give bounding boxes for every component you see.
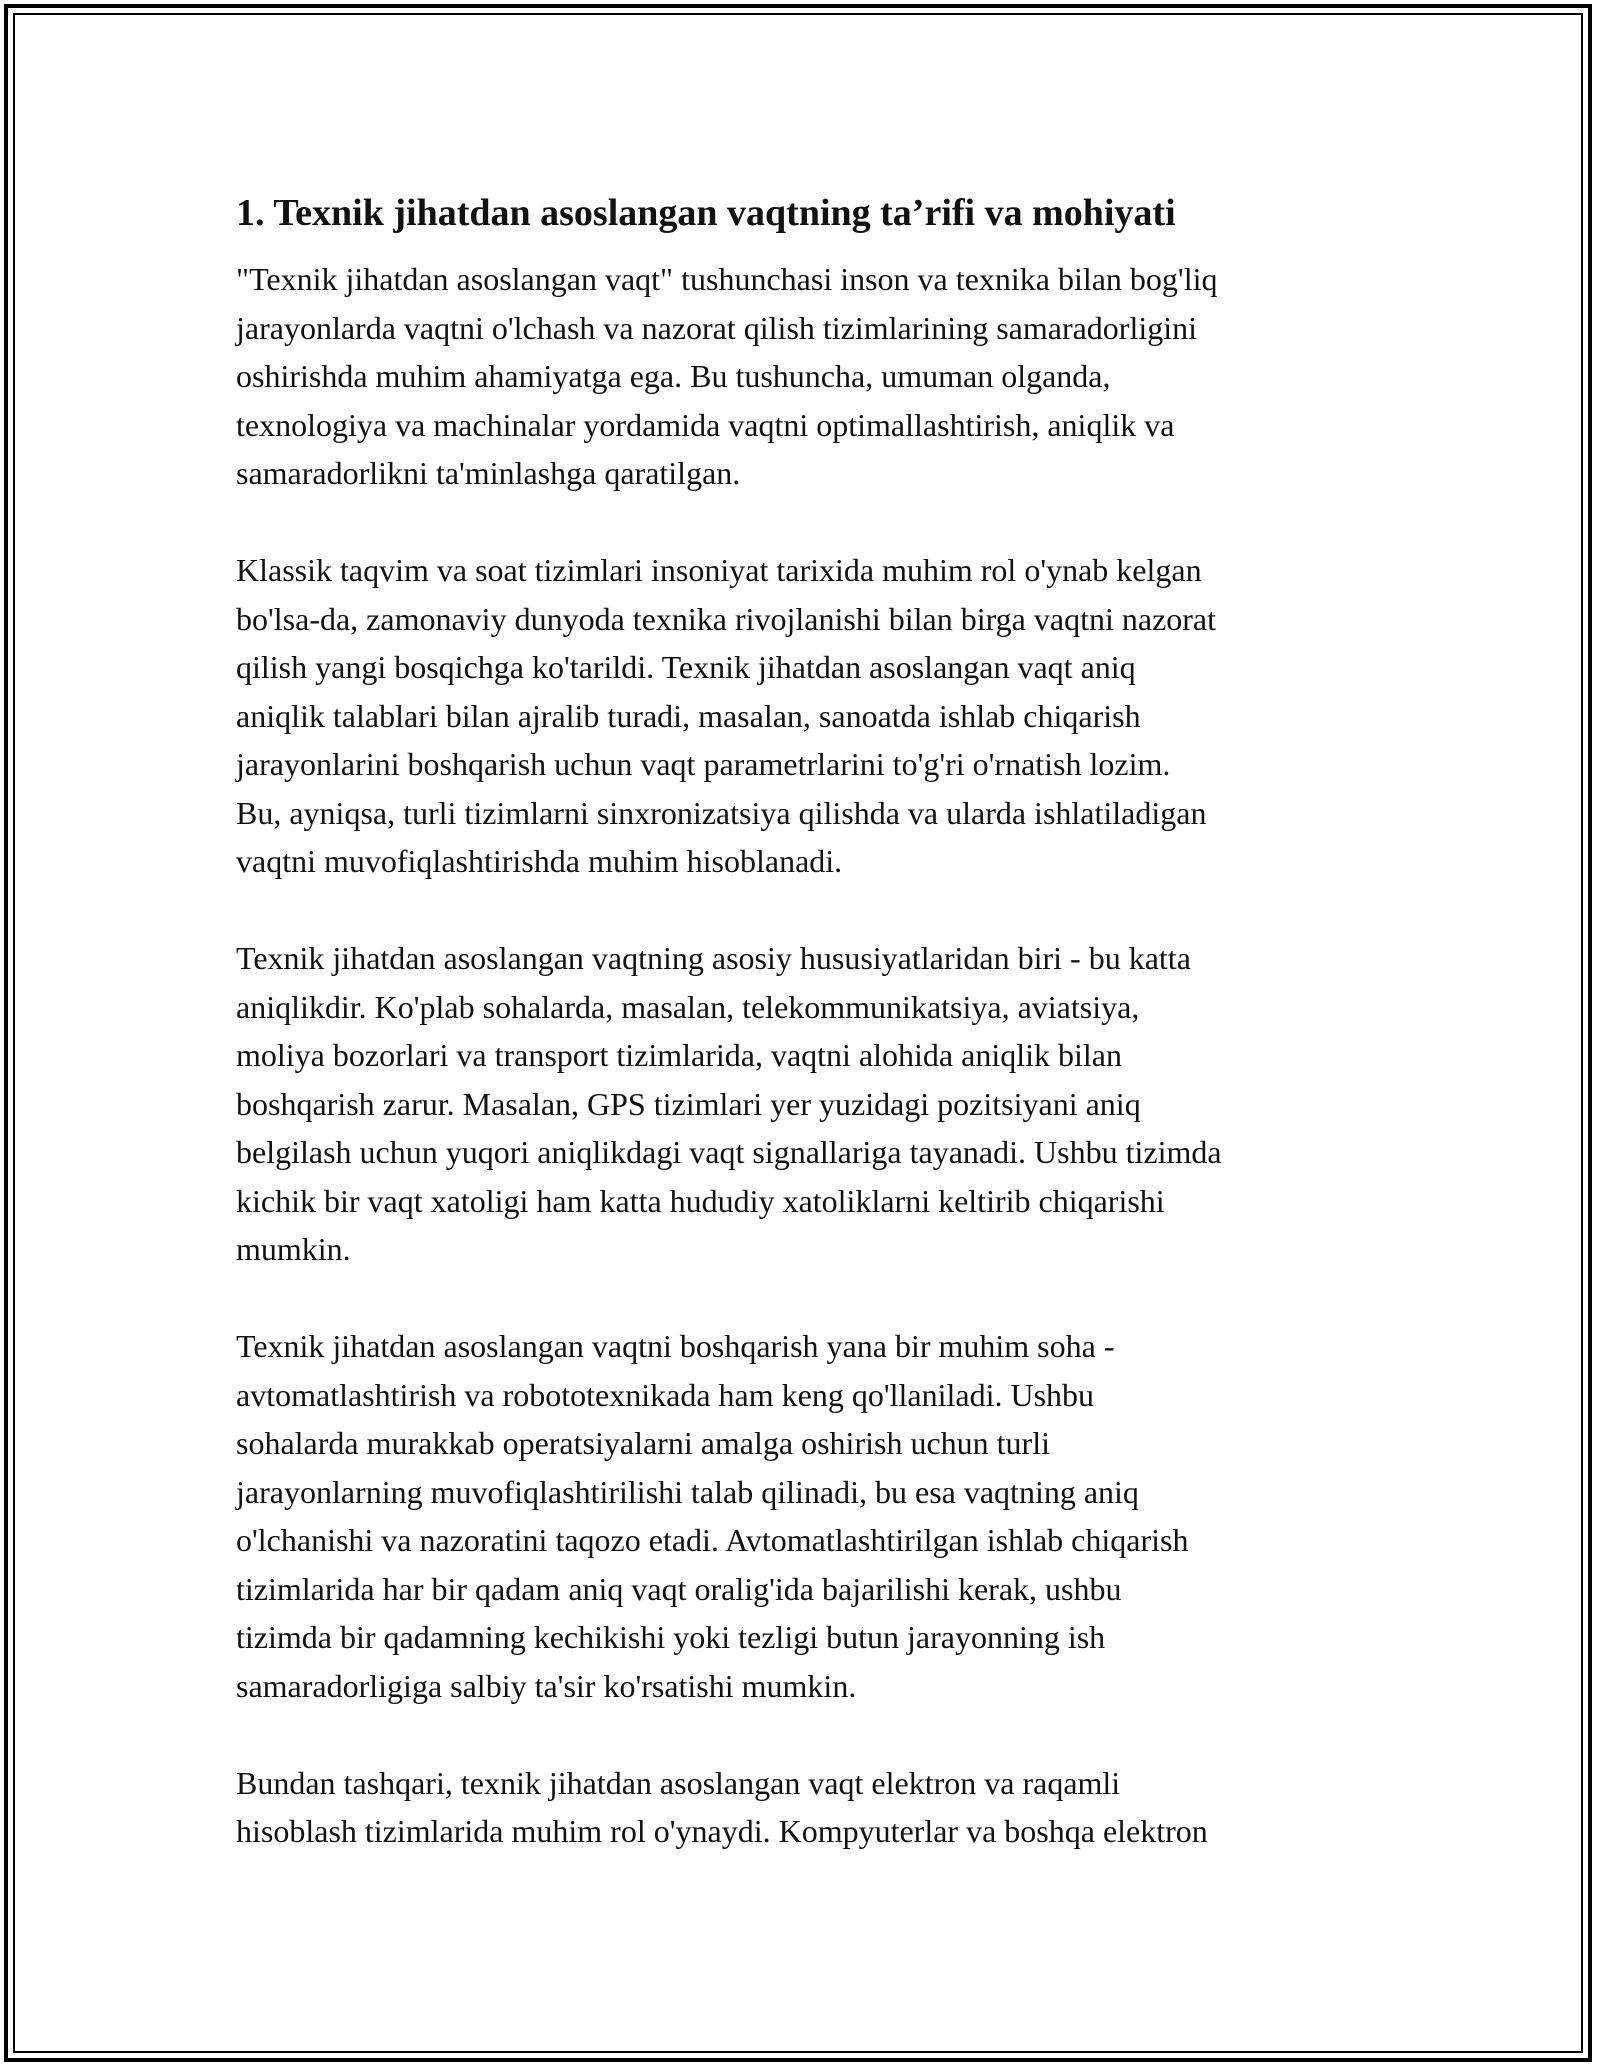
- paragraph-line: Texnik jihatdan asoslangan vaqtning asosiy hususiyatlaridan biri - bu katta: [236, 940, 1191, 976]
- paragraph-line: Texnik jihatdan asoslangan vaqtni boshqarish yana bir muhim soha -: [236, 1328, 1115, 1364]
- paragraph-line: hisoblash tizimlarida muhim rol o'ynaydi. Kompyuterlar va boshqa elektron: [236, 1813, 1208, 1849]
- paragraph-line: tizimda bir qadamning kechikishi yoki tezligi butun jarayonning ish: [236, 1619, 1106, 1655]
- paragraph-line: moliya bozorlari va transport tizimlarida, vaqtni alohida aniqlik bilan: [236, 1037, 1122, 1073]
- paragraph-line: qilish yangi bosqichga ko'tarildi. Texnik jihatdan asoslangan vaqt aniq: [236, 649, 1136, 685]
- paragraph-line: boshqarish zarur. Masalan, GPS tizimlari yer yuzidagi pozitsiyani aniq: [236, 1085, 1141, 1122]
- paragraph-line: aniqlik talablari bilan ajralib turadi, masalan, sanoatda ishlab chiqarish: [236, 697, 1141, 734]
- paragraph-line: sohalarda murakkab operatsiyalarni amalga oshirish uchun turli: [236, 1425, 1050, 1461]
- paragraph-line: Bu, ayniqsa, turli tizimlarni sinxronizatsiya qilishda va ularda ishlatiladigan: [236, 794, 1207, 831]
- paragraph-line: belgilash uchun yuqori aniqlikdagi vaqt signallariga tayanadi. Ushbu tizimda: [236, 1134, 1222, 1170]
- paragraph-4: [236, 1322, 1376, 1710]
- paragraph-line: avtomatlashtirish va robototexnikada ham keng qo'llaniladi. Ushbu: [236, 1376, 1095, 1413]
- paragraph-line: kichik bir vaqt xatoligi ham katta hududiy xatoliklarni keltirib chiqarishi: [236, 1182, 1165, 1219]
- paragraph-line: vaqtni muvofiqlashtirishda muhim hisoblanadi.: [236, 843, 843, 879]
- paragraph-line: Bundan tashqari, texnik jihatdan asoslangan vaqt elektron va raqamli: [236, 1764, 1121, 1801]
- paragraph-5: [236, 1759, 1376, 1856]
- paragraph-line: Klassik taqvim va soat tizimlari insoniyat tarixida muhim rol o'ynab kelgan: [236, 552, 1202, 588]
- paragraph-line: aniqlikdir. Ko'plab sohalarda, masalan, telekommunikatsiya, aviatsiya,: [236, 988, 1140, 1025]
- paragraph-line: texnologiya va machinalar yordamida vaqtni optimallashtirish, aniqlik va: [236, 406, 1175, 443]
- paragraph-line: samaradorligiga salbiy ta'sir ko'rsatishi mumkin.: [236, 1667, 857, 1704]
- paragraph-1: [236, 255, 1376, 498]
- paragraph-line: oshirishda muhim ahamiyatga ega. Bu tushuncha, umuman olganda,: [236, 358, 1111, 394]
- paragraph-line: mumkin.: [236, 1231, 351, 1267]
- paragraph-3: [236, 934, 1376, 1274]
- paragraph-line: bo'lsa-da, zamonaviy dunyoda texnika rivojlanishi bilan birga vaqtni nazorat: [236, 600, 1217, 637]
- paragraph-line: tizimlarida har bir qadam aniq vaqt oralig'ida bajarilishi kerak, ushbu: [236, 1570, 1122, 1607]
- paragraph-line: jarayonlarda vaqtni o'lchash va nazorat qilish tizimlarining samaradorligini: [236, 309, 1198, 346]
- paragraph-line: "Texnik jihatdan asoslangan vaqt" tushunchasi inson va texnika bilan bog'liq: [236, 261, 1218, 297]
- document-body: [236, 185, 1376, 1904]
- paragraph-line: jarayonlarini boshqarish uchun vaqt parametrlarini to'g'ri o'rnatish lozim.: [236, 746, 1171, 782]
- paragraph-line: samaradorlikni ta'minlashga qaratilgan.: [236, 455, 741, 491]
- section-heading: 1. Texnik jihatdan asoslangan vaqtning ta’rifi va mohiyati: [236, 192, 1176, 234]
- paragraph-line: o'lchanishi va nazoratini taqozo etadi. Avtomatlashtirilgan ishlab chiqarish: [236, 1522, 1189, 1558]
- paragraph-2: [236, 546, 1376, 886]
- paragraph-line: jarayonlarning muvofiqlashtirilishi talab qilinadi, bu esa vaqtning aniq: [236, 1473, 1139, 1510]
